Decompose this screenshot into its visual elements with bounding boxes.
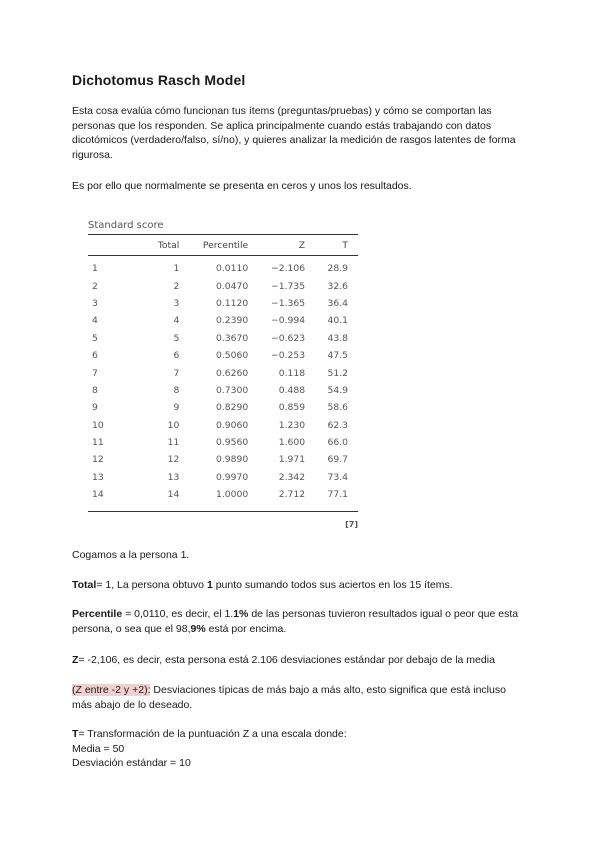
percentile-bold-2: 9% — [190, 622, 206, 635]
t-mean: Media = 50 — [72, 742, 125, 755]
cell-total: 9 — [173, 402, 180, 414]
table-row — [88, 364, 358, 381]
intro-paragraph: Esta cosa evalúa cómo funcionan tus ítems (preguntas/pruebas) y cómo se comportan las personas que los responden. Se aplica principalmente cuando estás trabajando con datos dicotómicos (verdadero/falso, sí/no), y quieres analizar la medición de rasgos latentes de forma rigurosa. — [72, 105, 516, 161]
cell-z: −1.735 — [271, 280, 306, 292]
header-t: T — [305, 235, 358, 256]
percentile-label: Percentile — [72, 608, 123, 620]
cell-total: 4 — [173, 315, 180, 327]
cell-total: 1 — [173, 263, 180, 275]
cell-total: 6 — [173, 350, 180, 362]
table-row — [88, 451, 358, 468]
cell-total: 12 — [167, 454, 180, 466]
cell-z: 2.712 — [278, 489, 306, 501]
z-label: Z — [72, 654, 79, 666]
cell-z: −2.106 — [271, 263, 306, 275]
percentile-bold-1: 1% — [233, 608, 249, 620]
z-range-text: Desviaciones típicas de más bajo a más alto, esto significa que está incluso más abajo de lo deseado. — [72, 684, 506, 711]
cell-percentile: 0.9890 — [216, 454, 249, 466]
header-index — [88, 235, 150, 256]
cell-percentile: 0.9060 — [216, 419, 249, 431]
cell-percentile: 0.7300 — [216, 384, 249, 396]
cell-total: 14 — [167, 489, 180, 501]
cell-total: 10 — [167, 419, 180, 431]
persona-paragraph: Cogamos a la persona 1. — [72, 549, 190, 561]
cell-t: 36.4 — [327, 297, 348, 309]
cell-z: 2.342 — [278, 471, 306, 483]
percentile-paragraph — [72, 607, 527, 636]
cell-index: 1 — [92, 263, 98, 275]
total-bold: 1 — [206, 579, 213, 591]
cell-index: 4 — [92, 315, 98, 327]
table-row — [88, 417, 358, 434]
cell-index: 3 — [92, 297, 98, 309]
cell-percentile: 0.9970 — [216, 471, 249, 483]
cell-total: 13 — [167, 471, 180, 483]
cell-z: −1.365 — [271, 297, 306, 309]
table-header-row — [88, 235, 358, 256]
cell-index: 14 — [92, 489, 104, 501]
cell-t: 66.0 — [327, 437, 348, 449]
table-row — [88, 277, 358, 294]
cell-z: 1.600 — [278, 437, 306, 449]
table-row — [88, 434, 358, 451]
cell-index: 12 — [92, 454, 104, 466]
table-row — [88, 295, 358, 312]
t-sd: Desviación estándar = 10 — [72, 757, 191, 769]
table-row — [88, 330, 358, 347]
document-title: Dichotomus Rasch Model — [72, 72, 246, 88]
cell-total: 11 — [167, 437, 180, 449]
table-citation: [7] — [345, 520, 358, 530]
cell-total: 5 — [173, 332, 180, 344]
cell-percentile: 0.5060 — [216, 350, 249, 362]
cell-t: 51.2 — [327, 367, 348, 379]
cell-t: 40.1 — [327, 315, 348, 327]
standard-score-table-figure — [88, 220, 358, 529]
header-z: Z — [248, 235, 305, 256]
percentile-text-2: de las personas tuvieron resultados igual o peor que esta persona, o sea que el 98, — [72, 608, 519, 635]
table-row — [88, 399, 358, 416]
z-range-paragraph — [72, 683, 527, 712]
cell-percentile: 0.6260 — [216, 367, 249, 379]
cell-t: 47.5 — [327, 350, 348, 362]
cell-t: 43.8 — [327, 332, 348, 344]
total-text-1: = 1, La persona obtuvo — [96, 579, 207, 591]
cell-z: 0.488 — [278, 384, 306, 396]
cell-t: 69.7 — [327, 454, 348, 466]
total-paragraph — [72, 578, 527, 593]
cell-index: 13 — [92, 471, 104, 483]
cell-t: 32.6 — [327, 280, 348, 292]
cell-index: 9 — [92, 402, 98, 414]
cell-index: 6 — [92, 350, 98, 362]
cell-t: 54.9 — [327, 384, 348, 396]
cell-index: 7 — [92, 367, 98, 379]
cell-z: −0.994 — [271, 315, 306, 327]
cell-z: 0.118 — [278, 367, 306, 379]
t-paragraph — [72, 727, 527, 771]
cell-percentile: 0.1120 — [216, 297, 249, 309]
standard-score-table — [88, 234, 358, 503]
cell-total: 3 — [173, 297, 180, 309]
cell-index: 8 — [92, 384, 98, 396]
cell-total: 8 — [173, 384, 180, 396]
cell-t: 73.4 — [327, 471, 348, 483]
cell-total: 7 — [173, 367, 180, 379]
header-percentile: Percentile — [179, 235, 248, 256]
cell-percentile: 0.0110 — [216, 263, 249, 275]
cell-z: −0.623 — [271, 332, 306, 344]
total-text-2: punto sumando todos sus aciertos en los 15 ítems. — [212, 579, 453, 591]
table-row — [88, 382, 358, 399]
cell-index: 2 — [92, 280, 98, 292]
cell-t: 62.3 — [327, 419, 348, 431]
cell-z: −0.253 — [271, 350, 306, 362]
table-title: Standard score — [88, 220, 164, 231]
cell-z: 1.230 — [278, 419, 306, 431]
cell-z: 1.971 — [278, 454, 306, 466]
cell-percentile: 0.0470 — [216, 280, 249, 292]
cell-total: 2 — [173, 280, 180, 292]
total-label: Total — [72, 579, 97, 591]
cell-percentile: 0.3670 — [216, 332, 249, 344]
cell-percentile: 0.9560 — [216, 437, 249, 449]
cell-index: 11 — [92, 437, 104, 449]
cell-t: 28.9 — [327, 263, 348, 275]
cell-index: 5 — [92, 332, 98, 344]
z-text: = -2,106, es decir, esta persona está 2.106 desviaciones estándar por debajo de la media — [78, 654, 495, 666]
table-row — [88, 469, 358, 486]
percentile-text-1: = 0,0110, es decir, el 1. — [122, 608, 234, 620]
t-text: = Transformación de la puntuación Z a una escala donde: — [78, 728, 347, 740]
intro-paragraph-2: Es por ello que normalmente se presenta en ceros y unos los resultados. — [72, 180, 412, 192]
cell-t: 58.6 — [327, 402, 348, 414]
table-row — [88, 486, 358, 503]
cell-index: 10 — [92, 419, 104, 431]
header-total: Total — [150, 235, 180, 256]
cell-percentile: 0.8290 — [216, 402, 249, 414]
table-row — [88, 312, 358, 329]
cell-percentile: 1.0000 — [216, 489, 249, 501]
table-row — [88, 256, 358, 278]
cell-z: 0.859 — [278, 402, 306, 414]
z-paragraph — [72, 653, 527, 668]
table-bottom-rule — [88, 511, 358, 512]
cell-t: 77.1 — [327, 489, 348, 501]
t-label: T — [72, 728, 79, 740]
table-row — [88, 347, 358, 364]
percentile-text-3: está por encima. — [205, 622, 287, 635]
cell-percentile: 0.2390 — [216, 315, 249, 327]
z-range-highlight: (Z entre -2 y +2): — [72, 684, 151, 696]
